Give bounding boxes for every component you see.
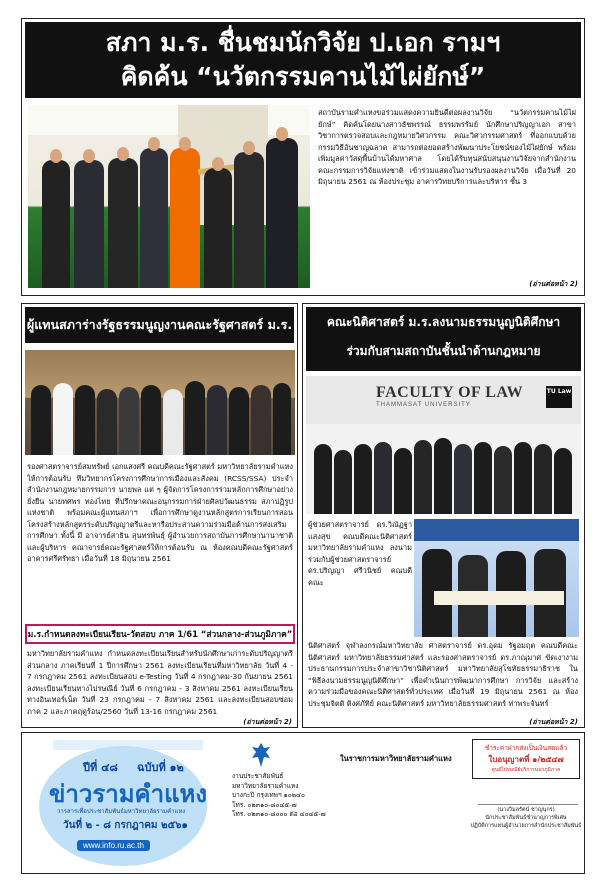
right-story-caption: ผู้ช่วยศาสตราจารย์ ดร.วิณัฏฐา แสงสุข คณบดีคณะนิติศาสตร์ มหาวิทยาลัยรามคำแหง ลงนามร่วมกับผู้ช่วยศาสตราจารย์ ดร.ปริญญา ศรีวนิชย์ คณบดีคณะ bbox=[308, 520, 412, 587]
top-story-body: สถาบันรามคำแหงขอร่วมแสดงความยินดีต่อผลงานวิจัย “นวัตกรรมคานไม้ไผ่ยักษ์” คิดค้นโดยนางสาวธัชพรรณ์ ธรรมพรรัมย์ นักศึกษาปริญญาเอก สาขาวิชาการตรวจสอบและกฎหมายวิศวกรรม คณะวิศวกรรมศาสตร์ ที่ออกแบบด้วยกรรมวิธีอันชาญฉลาด สามารถต่อยอดสร้างพัฒนาประโยชน์ของไม้ไผ่ยักษ์ พร้อมเพิ่มมูลค่าวัสดุพื้นบ้านได้มหาศาล โดยได้รับทุนสนับสนุนงานวิจัยจากสำนักงานคณะกรรมการวิจัยแห่งชาติ เข้าร่วมแสดงในงานรับรองผลงานวิจัย เมื่อวันที่ 20 มิถุนายน 2561 ณ ห้องประชุม อาคารวิทยบริการและบริหาร ชั้น 3 bbox=[318, 108, 576, 186]
schedule-body: มหาวิทยาลัยรามคำแหง กำหนดลงทะเบียนเรียนสำหรับนักศึกษาเก่าระดับปริญญาตรี ส่วนกลาง ภาคเรียนที่ 1 ปีการศึกษา 2561 ลงทะเบียนเรียนที่มหาวิทยาลัย วันที่ 4 - 7 กรกฎาคม 2561 ลงทะเบียนสอบ e-Testing วันที่ 4 กรกฎาคม-30 กันยายน 2561 ลงทะเบียนเรียนทางไปรษณีย์ วันที่ 6 กรกฎาคม - 3 สิงหาคม 2561 ลงทะเบียนเรียนทางอินเทอร์เน็ต วันที่ 23 กรกฎาคม - 7 สิงหาคม 2561 และลงทะเบียนสอบซ่อม ภาค 2 และภาคฤดูร้อน/2560 วันที่ 13-16 กรกฎาคม 2561 bbox=[27, 649, 293, 716]
law-faculty-banner-subtext: THAMMASAT UNIVERSITY bbox=[376, 402, 471, 408]
publisher-phone: โทร. ๐๒๓๑๐-๘๐๔๕-๗ bbox=[232, 800, 297, 809]
postage-signer-name: (นางวิมลรัตน์ ชาญนุกร) bbox=[497, 807, 555, 813]
tu-law-logo: TU Law bbox=[546, 386, 572, 408]
postage-signer bbox=[470, 806, 582, 830]
signing-photo bbox=[414, 519, 579, 637]
publisher-line-2: มหาวิทยาลัยรามคำแหง bbox=[232, 781, 299, 790]
headline-line-1: สภา ม.ร. ชื่นชมนักวิจัย ป.เอก รามฯ bbox=[105, 28, 501, 57]
service-label: ในราชการมหาวิทยาลัยรามคำแหง bbox=[340, 754, 452, 763]
headline-banner bbox=[25, 22, 581, 98]
masthead-date: วันที่ ๒ - ๘ กรกฎาคม ๒๕๖๑ bbox=[63, 820, 188, 831]
top-story-photo bbox=[28, 105, 310, 288]
right-story-photo bbox=[306, 376, 581, 514]
postage-line-1: ชำระค่าฝากส่งเป็นเงินสดแล้ว bbox=[484, 744, 568, 752]
left-story-photo bbox=[25, 350, 295, 455]
masthead-year: ปีที่ ๔๘ bbox=[83, 761, 118, 774]
postage-line-3: ศูนย์ไปรษณีย์บริการนอกภูมิภาค bbox=[491, 767, 561, 773]
right-story-read-more[interactable]: (อ่านต่อหน้า 2) bbox=[529, 718, 578, 726]
postage-signer-role-2: ปฏิบัติการแทนผู้อำนวยการสำนักประชาสัมพันธ์ bbox=[470, 823, 582, 829]
masthead-subtitle: วารสารเพื่อประชาสัมพันธ์มหาวิทยาลัยรามคำแหง bbox=[57, 808, 186, 815]
publisher-line-1: งานประชาสัมพันธ์ bbox=[232, 772, 284, 780]
top-story-read-more[interactable]: (อ่านต่อหน้า 2) bbox=[529, 280, 578, 288]
postage-signature bbox=[478, 794, 578, 805]
garuda-emblem-icon bbox=[250, 742, 272, 768]
right-story-body: นิติศาสตร์ จุฬาลงกรณ์มหาวิทยาลัย ศาสตราจารย์ ดร.อุดม รัฐอมฤต คณบดีคณะนิติศาสตร์ มหาวิทยาลัยธรรมศาสตร์ และรองศาสตราจารย์ ดร.ภาณุมาศ ขัดเงางาม ประธานกรรมการประจำสาขาวิชานิติศาสตร์ มหาวิทยาลัยสุโขทัยธรรมาธิราช ใน “พิธีลงนามธรรมนูญนิติศึกษา” เพื่อดำเนินการพัฒนาการศึกษา การวิจัย และสร้างความร่วมมือของคณะนิติศาสตร์ทั่วประเทศ เมื่อวันที่ 19 มิถุนายน 2561 ณ ห้องประชุมจิตติ ติงศภัทิย์ คณะนิติศาสตร์ มหาวิทยาลัยธรรมศาสตร์ ท่าพระจันทร์ bbox=[308, 641, 578, 708]
right-story-title-bar bbox=[306, 307, 581, 371]
schedule-title: ม.ร.กำหนดลงทะเบียนเรียน-วัดสอบ ภาค 1/61 “ส่วนกลาง-ส่วนภูมิภาค” bbox=[27, 629, 293, 639]
law-faculty-banner bbox=[376, 384, 536, 408]
left-story-title-bar bbox=[25, 307, 294, 343]
publisher-info bbox=[232, 772, 332, 820]
right-story-title-line-1: คณะนิติศาสตร์ ม.ร.ลงนามธรรมนูญนิติศึกษา bbox=[326, 315, 561, 329]
publisher-line-3: บางกะปิ กรุงเทพฯ ๑๐๒๔๐ bbox=[232, 791, 305, 799]
publisher-fax: โทร. ๐๒๓๑๐-๘๐๐๐ ต่อ ๔๐๔๕-๗ bbox=[232, 810, 326, 818]
law-faculty-banner-text: FACULTY OF LAW bbox=[376, 384, 524, 401]
headline-line-2: คิดค้น “นวัตกรรมคานไม้ไผ่ยักษ์” bbox=[120, 62, 486, 91]
left-story-title: ผู้แทนสภาร่างรัฐธรรมนูญงานคณะรัฐศาสตร์ ม.ร. bbox=[26, 317, 293, 332]
postage-box bbox=[472, 739, 580, 779]
postage-signer-role-1: นักประชาสัมพันธ์ชำนาญการพิเศษ bbox=[485, 815, 567, 821]
right-story-title-line-2: ร่วมกับสามสถาบันชั้นนำด้านกฎหมาย bbox=[346, 344, 541, 358]
masthead-block bbox=[25, 736, 218, 870]
schedule-read-more[interactable]: (อ่านต่อหน้า 2) bbox=[243, 718, 292, 726]
postage-line-2: ใบอนุญาตที่ ๑/๒๕๔๗ bbox=[488, 755, 564, 764]
masthead-name: ข่าวรามคำแหง bbox=[49, 780, 208, 808]
masthead-url[interactable]: www.info.ru.ac.th bbox=[77, 840, 150, 851]
left-story-body: รองศาสตราจารย์สมทรัพย์ เอกแสงศรี คณบดีคณะรัฐศาสตร์ มหาวิทยาลัยรามคำแหง ให้การต้อนรับ ทีมวิทยากรโครงการศึกษาการเมืองและสังคม (RCSS/SSA) ประจำสำนักงานกฎหมายกรรมการ นายพล แต่ ๆ ผู้จัดการโครงการร่วมหลักการศึกษาอย่างยั่งยืน นายทศพร ทองไทย ที่ปรึกษาคณะอนุกรรมการฝ่ายศิลปวัฒนธรรม สภาปฏิรูปแห่งชาติ พร้อมคณะผู้แทนสภาฯ เพื่อการศึกษาดูงานหลักสูตรการเรียนการสอน โครงสร้างหลักสูตรระดับปริญญาตรีและหารือประสานความร่วมมือด้านการส่งเสริมการศึกษา ทั้งนี้ มี อาจารย์สาธิน สุนทรพันธุ์ ผู้อำนวยการสถาบันการศึกษานานาชาติ และผู้บริหาร คณาจารย์คณะรัฐศาสตร์ให้การต้อนรับ ณ ห้องคณบดีคณะรัฐศาสตร์ อาคารศรีศรัทธา เมื่อวันที่ 18 มิถุนายน 2561 bbox=[27, 462, 293, 563]
masthead-issue: ฉบับที่ ๑๒ bbox=[137, 761, 184, 774]
schedule-title-box bbox=[25, 624, 295, 644]
